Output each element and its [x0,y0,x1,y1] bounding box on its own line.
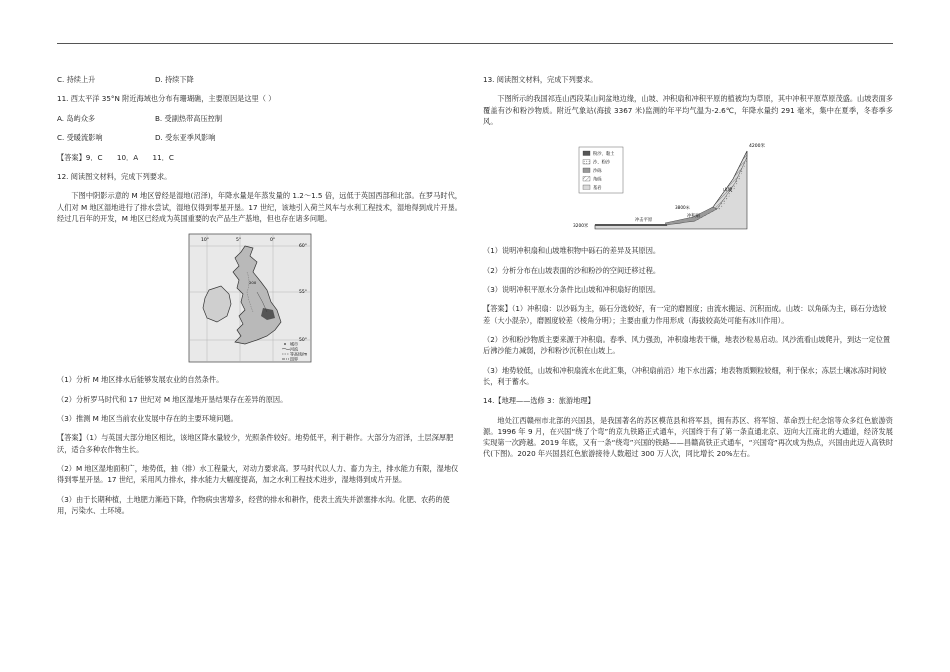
q12-question-1: （1）分析 M 地区排水后能够发展农业的自然条件。 [57,375,224,385]
lat-label: 55° [299,290,307,296]
q12-material: 下图中阴影示意的 M 地区曾经是湿地(沼泽)，年降水量是年蒸发量的 1.2～1.5 倍，远低于英国西部和北部。在罗马时代，人们对 M 地区湿地进行了排水尝试，湿地仅得到零星开垦。17 世纪，该地引入荷兰风车与水利工程技术，湿地得到成片开垦。经过几百年的开发，M 地区已经成为英国重要的农产品生产基地，但也存在诸多问题。 [57,191,462,223]
label-plain: 冲击平原 [635,218,653,224]
legend-city: 城市 [290,341,298,347]
plain-silt-layer [595,224,667,226]
option-d: D. 持续下降 [155,75,194,84]
slope-profile-diagram [563,135,779,235]
legend-border: 国界 [290,356,298,362]
legend-breccia: 角砾 [593,177,602,183]
lon-label: 5° [236,238,242,244]
label-slope: 山坡 [723,188,732,194]
legend-bedrock: 基岩 [593,186,602,192]
label-fan: 冲积扇 [687,214,700,220]
q14-material: 地处江西赣州市北部的兴国县，是我国著名的苏区模范县和将军县，拥有苏区、将军馆、革命烈士纪念馆等众多红色旅游资源。1996 年 9 月，在兴国“绕了个弯”的京九铁路正式通车，兴国终于有了第一条直通北京、迈向大江南北的大通道，经济发展实现第一次跨越。2019 年底，又有一条“绕弯”兴国的铁路——昌赣高铁正式通车，“兴国弯”再次成为热点，兴国由此迈入高铁时代(下图)。2020 年兴国县红色旅游接待人数超过 300 万人次，同比增长 20%左右。 [483,415,893,459]
britain-map-figure [187,232,313,364]
q13-stem: 13. 阅读图文材料，完成下列要求。 [483,75,598,84]
left-column [57,74,462,524]
q11-options-ab [57,113,462,124]
q12-question-2: （2）分析罗马时代和 17 世纪对 M 地区湿地开垦结果存在差异的原因。 [57,394,288,404]
q13-question-1: （1）说明冲积扇和山坡堆积物中砾石的差异及其原因。 [483,246,661,256]
option-a: A. 岛屿众多 [57,113,96,123]
lon-label: 10° [201,238,209,244]
legend-sand: 沙、粉沙 [593,160,611,166]
q11-stem: 11. 西太平洋 35°N 附近海域也分布有珊瑚礁，主要原因是这里（ ） [57,94,276,104]
q13-answer-3: （3）地势较低，山坡和冲积扇流水在此汇集，（冲积扇前沿）地下水出露；地表物质颗粒较细，利于保水；冻层土壤冰冻时间较长，利于蓄水。 [483,365,887,386]
contour-label: 200 [249,280,257,286]
lat-label: 50° [299,338,307,344]
label-base: 3200米 [573,224,589,230]
q12-answer-1: 【答案】（1）与英国大部分地区相比，该地区降水量较少，光照条件较好。地势低平，利于耕作。大部分为沼泽，土层深厚肥沃，适合多种农作物生长。 [57,433,454,454]
header-rule [57,43,893,44]
q13-answer-2: （2）沙和粉沙物质主要来源于冲积扇。春季、风力强劲，冲积扇地表干燥，地表沙粒易启动。风沙流看山坡爬升，到达一定位置后沸沙能力减弱，沙和粉沙沉积在山坡上。 [483,334,891,356]
lon-label: 0° [270,238,276,244]
option-c: C. 受暖流影响 [57,133,103,143]
option-c: C. 持续上升 [57,75,96,84]
q13-question-3: （3）说明冲积平原水分条件比山坡和冲积扇好的原因。 [483,284,661,294]
q11-options-cd [57,132,462,143]
legend-silt-clay: 粉沙、黏土 [593,152,615,158]
q12-question-3: （3）推测 M 地区当前农业发展中存在的主要环境问题。 [57,413,238,423]
option-d: D. 受东亚季风影响 [155,133,216,143]
q13-answer-1: 【答案】（1）冲积扇：以沙砾为主，砾石分选较好，有一定的磨圆度；由流水搬运、沉积而成。山坡：以角砾为主，砾石分选较差（大小混杂），磨圆度较差（棱角分明）；主要由重力作用形成（海拔较高处可能有冰川作用）。 [483,304,887,325]
q12-answer-3: （3）由于长期种植，土地肥力渐趋下降，作物病虫害增多，经营的排水和耕作，使表土流失并淤塞排水沟。化肥、农药的使用，污染水、土环境。 [57,494,450,515]
slope-profile-figure [563,135,779,235]
legend-gravel: 沙砾 [593,169,602,175]
britain-map [187,232,313,364]
q10-options [57,74,462,85]
label-peak: 4200米 [749,144,765,150]
q13-material: 下图所示的我国祁连山西段某山间盆地边缘，山坡、冲积扇和冲积平原的植被均为草原，其中冲积平原草原茂盛。山坡表面多覆盖有沙和粉沙物质。附近气象站(海拔 3367 米)监测的年平均气温为-2.6℃，年降水量约 291 毫米，集中在夏季，冬春季多风。 [483,94,893,126]
option-b: B. 受副热带高压控制 [155,113,223,123]
legend-river: 河流 [290,346,298,352]
lat-label: 60° [299,244,307,250]
label-fan-elevation: 3800米 [675,205,690,211]
q12-answer-2: （2）M 地区湿地面积广，地势低，抽（排）水工程量大，对动力要求高。罗马时代以人力、畜力为主，排水能力有限，湿地仅得到零星开垦。17 世纪，采用风力排水，排水能力大幅度提高，加之水利工程技术进步，湿地得到成片开垦。 [57,463,459,485]
legend-contour: 等高线/m [290,351,308,357]
q14-stem: 14.【地理——选修 3：旅游地理】 [483,396,595,406]
q12-stem: 12. 阅读图文材料，完成下列要求。 [57,171,172,181]
answer-9-11: 【答案】9．C 10．A 11．C [57,152,174,162]
right-column [483,74,893,468]
q13-question-2: （2）分析分布在山坡表面的沙和粉沙的空间迁移过程。 [483,265,661,275]
